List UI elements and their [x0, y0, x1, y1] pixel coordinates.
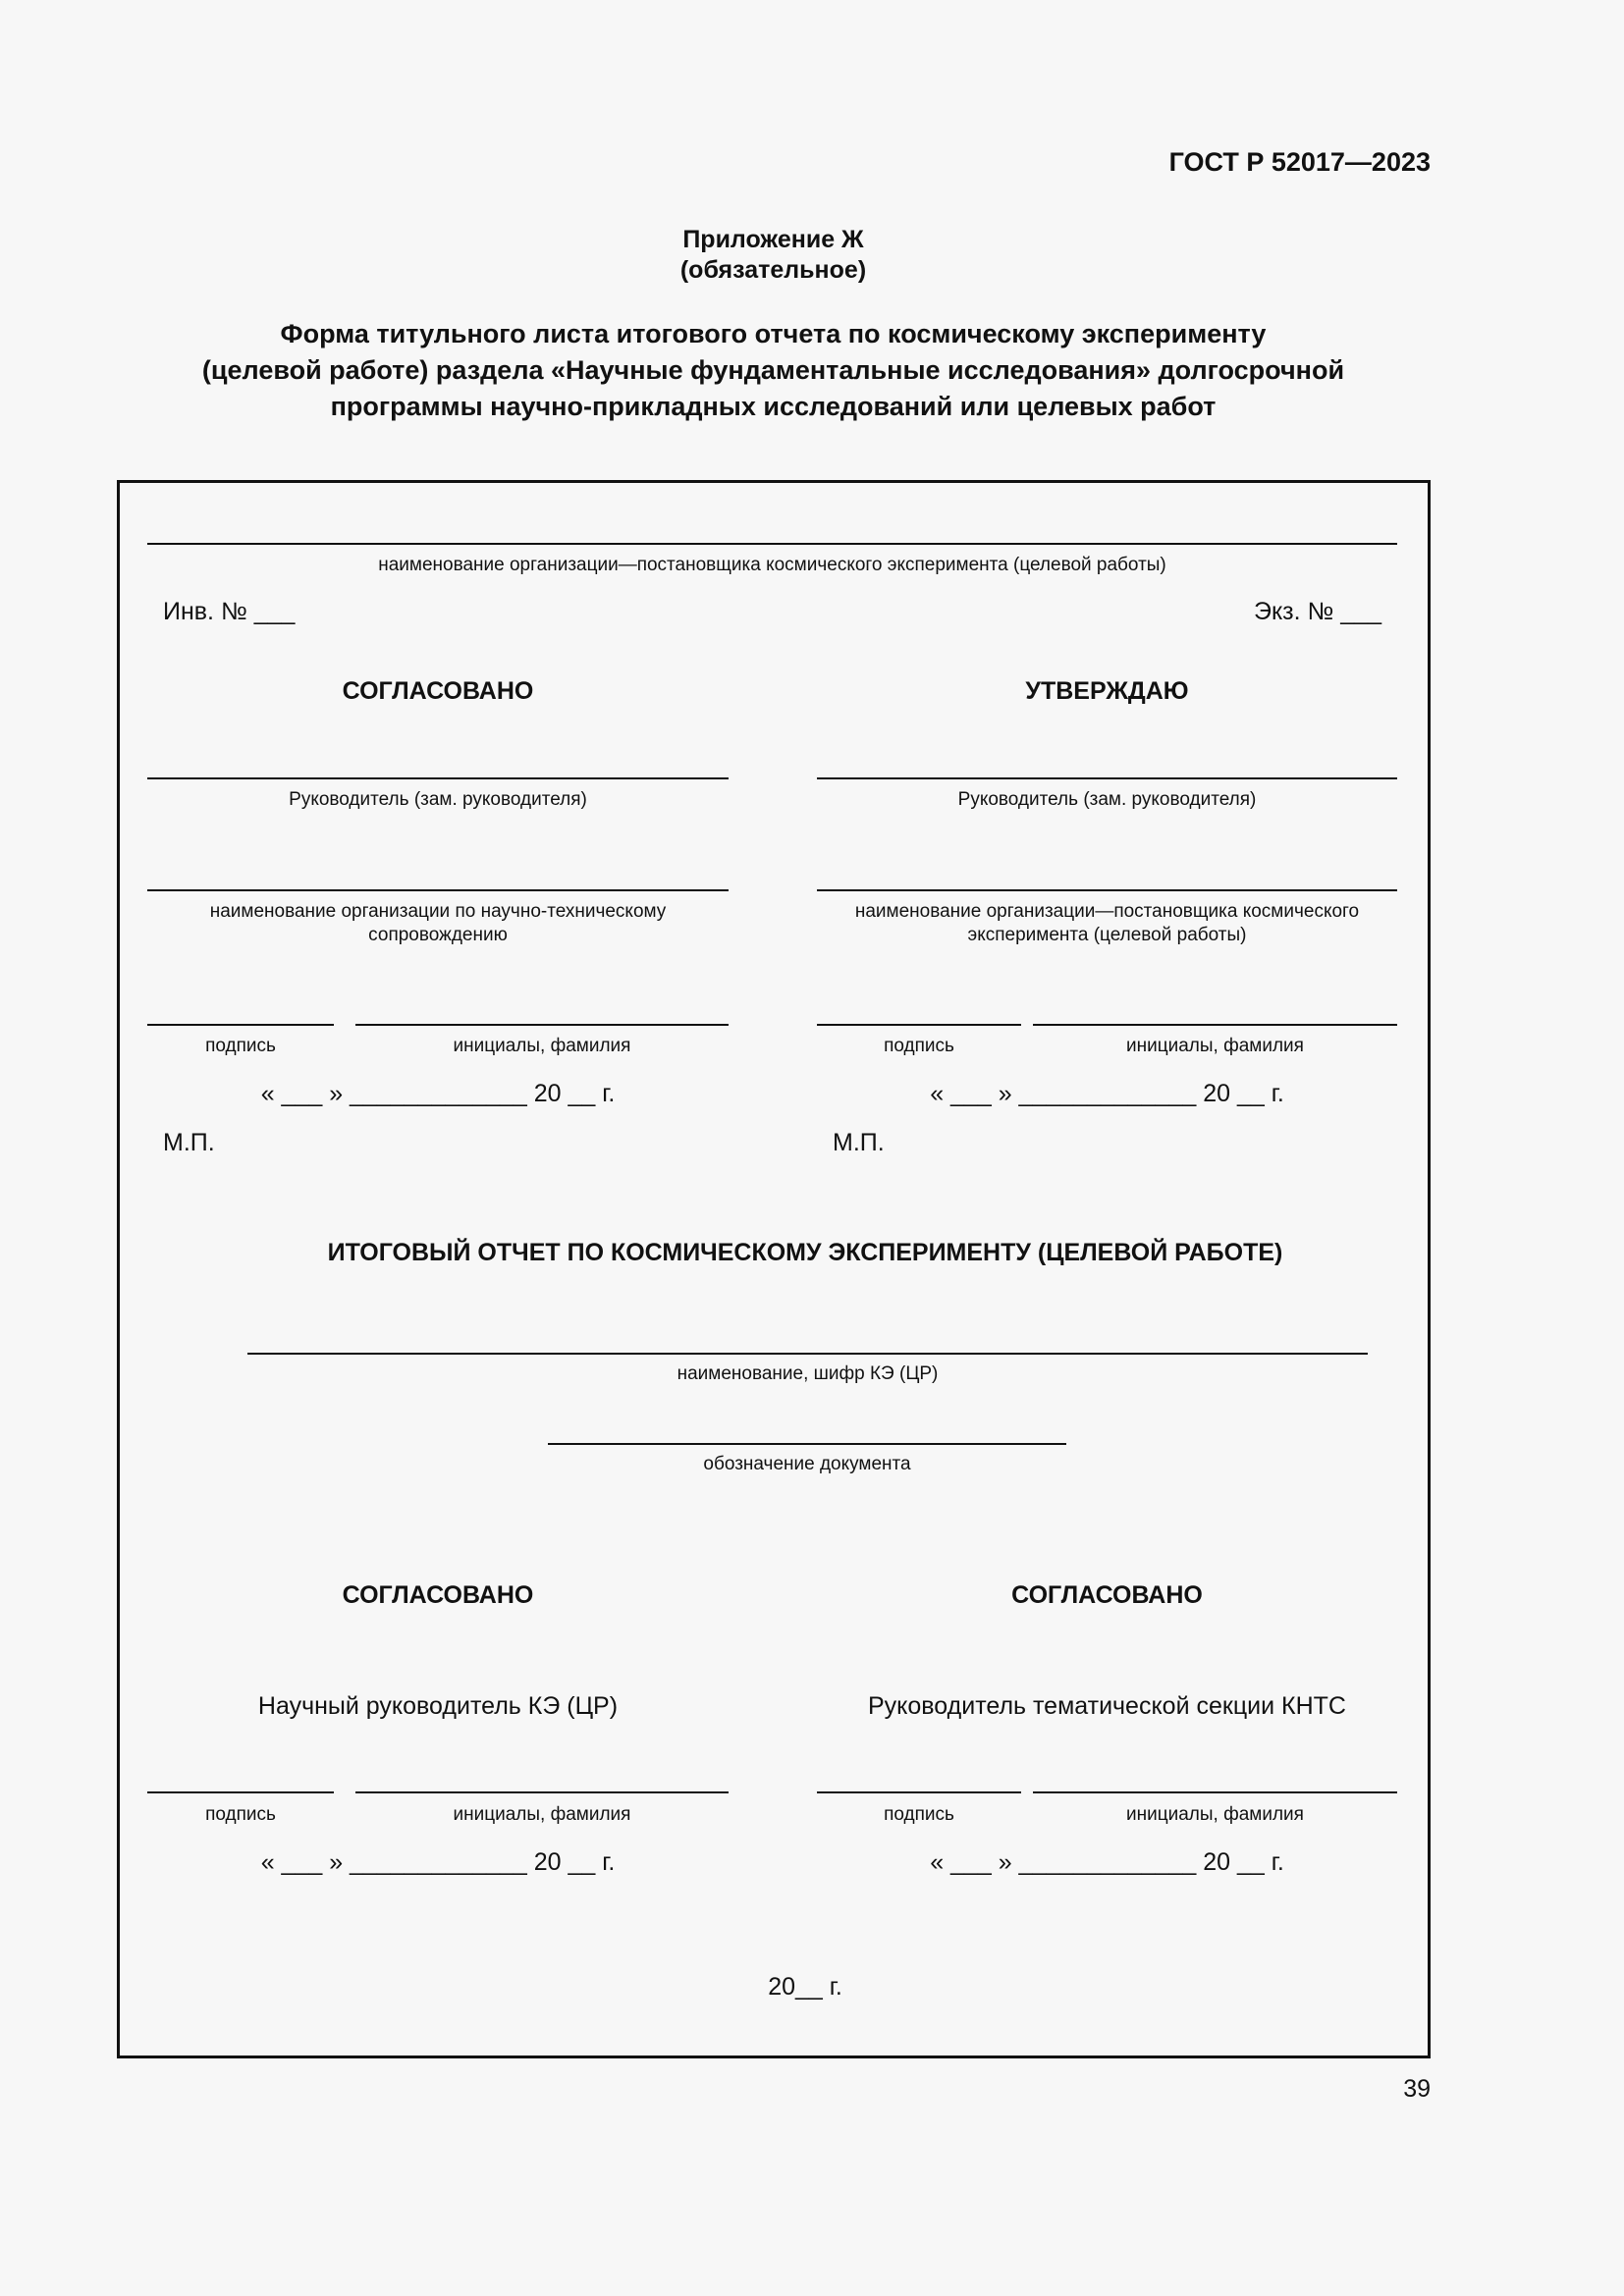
agreement-heading-left: СОГЛАСОВАНО — [342, 1581, 534, 1609]
org-name-line — [147, 543, 1397, 545]
document-designation-caption: обозначение документа — [703, 1454, 911, 1474]
signature-line-bottom-right — [817, 1791, 1021, 1793]
signature-caption-right: подпись — [884, 1036, 954, 1056]
name-caption-bottom-left: инициалы, фамилия — [453, 1804, 631, 1825]
signature-line-left — [147, 1024, 334, 1026]
form-title-line-3: программы научно-прикладных исследований или целевых работ — [330, 392, 1217, 421]
name-caption-bottom-right: инициалы, фамилия — [1126, 1804, 1304, 1825]
inventory-number: Инв. № ___ — [163, 598, 296, 625]
org-caption-right — [817, 900, 1397, 947]
signature-caption-left: подпись — [205, 1036, 276, 1056]
scientific-supervisor-label: Научный руководитель КЭ (ЦР) — [257, 1692, 619, 1720]
appendix-title: Приложение Ж — [682, 226, 864, 253]
org-name-caption: наименование организации—постановщика космического эксперимента (целевой работы) — [378, 555, 1166, 575]
appendix-status: (обязательное) — [679, 256, 867, 284]
org-caption-right-line-1: наименование организации—постановщика космического — [854, 901, 1360, 922]
date-field-right: « ___ » _____________ 20 __ г. — [930, 1080, 1284, 1107]
name-line-left — [355, 1024, 729, 1026]
name-caption-right: инициалы, фамилия — [1126, 1036, 1304, 1056]
org-line-left — [147, 889, 729, 891]
report-name-caption: наименование, шифр КЭ (ЦР) — [677, 1363, 939, 1384]
copy-number: Экз. № ___ — [1253, 598, 1381, 625]
org-caption-left — [147, 900, 729, 947]
signature-line-right — [817, 1024, 1021, 1026]
form-title-line-1: Форма титульного листа итогового отчета по космическому эксперименту — [280, 319, 1267, 348]
document-code: ГОСТ Р 52017—2023 — [1168, 147, 1431, 177]
form-title-line-2: (целевой работе) раздела «Научные фундаментальные исследования» долгосрочной — [201, 355, 1345, 385]
document-designation-line — [548, 1443, 1066, 1445]
org-caption-left-line-1: наименование организации по научно-техническому — [209, 901, 667, 922]
year-field: 20__ г. — [768, 1973, 842, 2001]
role-line-right — [817, 777, 1397, 779]
org-caption-left-line-2: сопровождению — [368, 925, 508, 945]
report-title: ИТОГОВЫЙ ОТЧЕТ ПО КОСМИЧЕСКОМУ ЭКСПЕРИМЕНТУ (ЦЕЛЕВОЙ РАБОТЕ) — [327, 1239, 1283, 1266]
approval-heading-right: УТВЕРЖДАЮ — [1025, 677, 1189, 705]
date-field-bottom-left: « ___ » _____________ 20 __ г. — [260, 1848, 616, 1876]
org-caption-right-line-2: эксперимента (целевой работы) — [967, 925, 1247, 945]
signature-line-bottom-left — [147, 1791, 334, 1793]
name-line-right — [1033, 1024, 1397, 1026]
approval-heading-left: СОГЛАСОВАНО — [342, 677, 534, 705]
section-head-label: Руководитель тематической секции КНТС — [868, 1692, 1346, 1720]
form-title — [0, 316, 1546, 425]
stamp-place-right: М.П. — [833, 1129, 885, 1156]
name-caption-left: инициалы, фамилия — [453, 1036, 631, 1056]
appendix-heading — [0, 225, 1546, 286]
date-field-bottom-right: « ___ » _____________ 20 __ г. — [930, 1848, 1284, 1876]
signature-caption-bottom-right: подпись — [884, 1804, 954, 1825]
name-line-bottom-left — [355, 1791, 729, 1793]
role-line-left — [147, 777, 729, 779]
date-field-left: « ___ » _____________ 20 __ г. — [260, 1080, 616, 1107]
agreement-heading-right: СОГЛАСОВАНО — [1011, 1581, 1203, 1609]
role-caption-right: Руководитель (зам. руководителя) — [957, 789, 1257, 810]
report-name-line — [247, 1353, 1368, 1355]
stamp-place-left: М.П. — [163, 1129, 215, 1156]
org-line-right — [817, 889, 1397, 891]
name-line-bottom-right — [1033, 1791, 1397, 1793]
page-number: 39 — [1403, 2075, 1431, 2103]
role-caption-left: Руководитель (зам. руководителя) — [289, 789, 587, 810]
signature-caption-bottom-left: подпись — [205, 1804, 276, 1825]
